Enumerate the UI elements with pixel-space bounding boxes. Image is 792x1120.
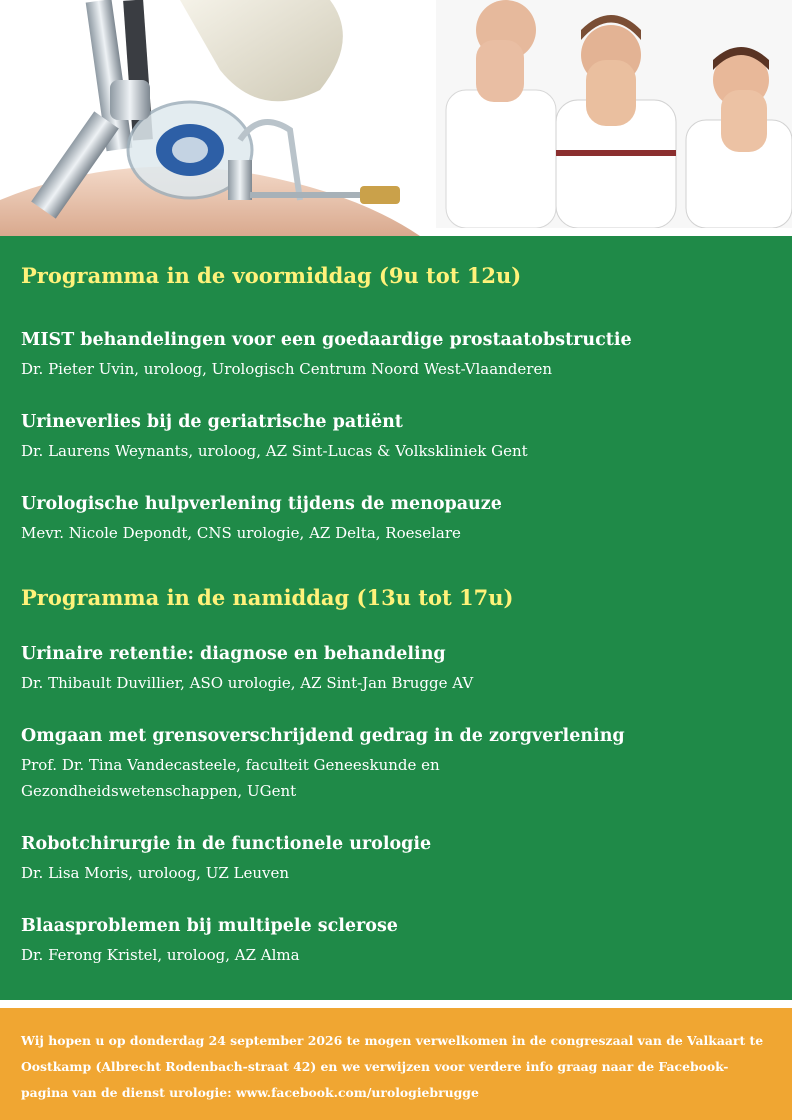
talk-title: Urineverlies bij de geriatrische patiënt xyxy=(21,412,403,432)
talk-item xyxy=(21,494,771,546)
talk-speaker: Dr. Pieter Uvin, uroloog, Urologisch Centrum Noord West-Vlaanderen xyxy=(21,360,552,378)
talk-title: Blaasproblemen bij multipele sclerose xyxy=(21,916,398,936)
talk-speaker: Mevr. Nicole Depondt, CNS urologie, AZ Delta, Roeselare xyxy=(21,524,461,542)
talk-item xyxy=(21,412,771,464)
talk-item xyxy=(21,644,771,696)
talk-speaker: Dr. Ferong Kristel, uroloog, AZ Alma xyxy=(21,946,300,964)
talk-title: MIST behandelingen voor een goedaardige prostaatobstructie xyxy=(21,330,632,350)
talk-title: Urinaire retentie: diagnose en behandeling xyxy=(21,644,446,664)
talk-title: Omgaan met grensoverschrijdend gedrag in de zorgverlening xyxy=(21,726,625,746)
talk-item xyxy=(21,330,771,382)
talk-title: Robotchirurgie in de functionele urologie xyxy=(21,834,432,854)
talk-item xyxy=(21,916,771,968)
talk-speaker: Dr. Thibault Duvillier, ASO urologie, AZ Sint-Jan Brugge AV xyxy=(21,674,474,692)
nurses-stop-gesture-image xyxy=(436,0,792,228)
laparoscopic-instrument-image xyxy=(0,0,420,236)
header-images xyxy=(0,0,792,236)
talk-speaker: Prof. Dr. Tina Vandecasteele, faculteit Geneeskunde en Gezondheidswetenschappen, UGent xyxy=(21,756,440,800)
afternoon-program-heading: Programma in de namiddag (13u tot 17u) xyxy=(21,585,514,610)
morning-program-heading: Programma in de voormiddag (9u tot 12u) xyxy=(21,263,522,288)
talk-speaker: Dr. Laurens Weynants, uroloog, AZ Sint-Lucas & Volkskliniek Gent xyxy=(21,442,528,460)
talk-speaker: Dr. Lisa Moris, uroloog, UZ Leuven xyxy=(21,864,290,882)
footer-divider xyxy=(0,1000,792,1008)
footer-invitation-text: Wij hopen u op donderdag 24 september 2026 te mogen verwelkomen in de congreszaal van de Valkaart te Oostkamp (Albrecht Rodenbach-straat 42) en we verwijzen voor verdere info graag naar de Facebook-pagina van de dienst urologie: www.facebook.com/urologiebrugge xyxy=(21,1033,764,1100)
footer-banner xyxy=(0,1008,792,1120)
program-panel xyxy=(0,236,792,1000)
talk-title: Urologische hulpverlening tijdens de menopauze xyxy=(21,494,502,514)
talk-item xyxy=(21,834,771,886)
talk-item xyxy=(21,726,771,804)
